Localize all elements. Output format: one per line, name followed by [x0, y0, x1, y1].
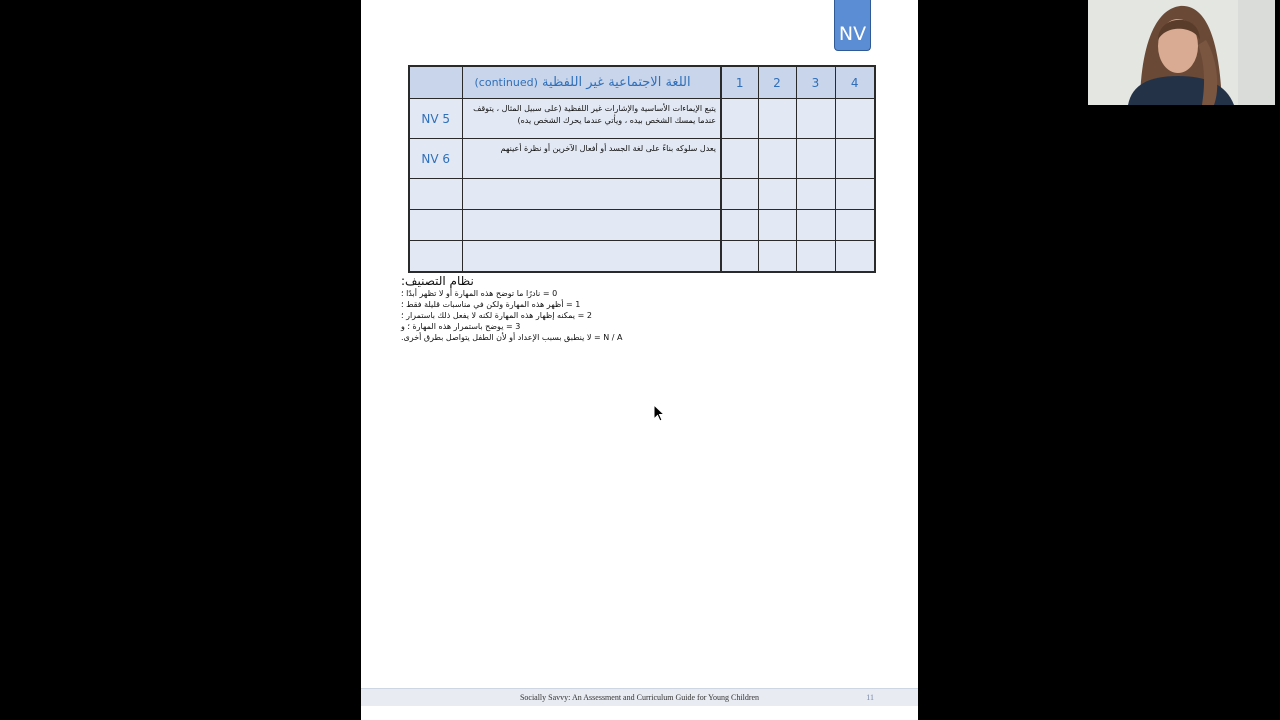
- empty-cell[interactable]: [721, 210, 758, 241]
- table-header-row: [409, 66, 875, 99]
- skill-description: يعدل سلوكه بناءً على لغة الجسد أو أفعال الآخرين أو نظرة أعينهم: [462, 139, 721, 179]
- empty-cell[interactable]: [835, 241, 875, 273]
- rating-text: يوضح باستمرار هذه المهارة ؛ و: [401, 322, 504, 331]
- table-row: [409, 99, 875, 139]
- presenter-icon: [1088, 0, 1275, 105]
- score-cell[interactable]: [835, 99, 875, 139]
- page-footer: [361, 688, 918, 706]
- rating-text: يمكنه إظهار هذه المهارة لكنه لا يفعل ذلك باستمرار ؛: [401, 311, 576, 320]
- header-continued: (continued): [474, 76, 538, 89]
- mouse-cursor-icon: [653, 404, 665, 422]
- empty-cell[interactable]: [409, 210, 462, 241]
- header-score-1: 1: [721, 66, 758, 99]
- header-score-2: 2: [758, 66, 796, 99]
- score-cell[interactable]: [796, 99, 835, 139]
- empty-cell[interactable]: [721, 179, 758, 210]
- score-cell[interactable]: [721, 99, 758, 139]
- empty-row: [409, 179, 875, 210]
- score-cell[interactable]: [721, 139, 758, 179]
- header-title: اللغة الاجتماعية غير اللفظية: [542, 75, 691, 90]
- rating-title: نظام التصنيف:: [401, 274, 474, 288]
- rating-line: [401, 310, 661, 321]
- document-page: [361, 0, 918, 720]
- empty-cell[interactable]: [758, 179, 796, 210]
- empty-cell[interactable]: [462, 241, 721, 273]
- empty-cell[interactable]: [758, 241, 796, 273]
- score-cell[interactable]: [758, 139, 796, 179]
- header-score-3: 3: [796, 66, 835, 99]
- rating-line: [401, 299, 661, 310]
- rating-text: أظهر هذه المهارة ولكن في مناسبات قليلة فقط ؛: [401, 300, 564, 309]
- page-number: 11: [866, 693, 874, 702]
- footer-title: Socially Savvy: An Assessment and Curriculum Guide for Young Children: [519, 693, 760, 702]
- rating-value: 0 =: [542, 289, 558, 298]
- section-tab-label: NV: [838, 23, 867, 45]
- empty-cell[interactable]: [462, 210, 721, 241]
- empty-cell[interactable]: [796, 210, 835, 241]
- rating-system: [401, 274, 661, 343]
- empty-row: [409, 210, 875, 241]
- assessment-table: [408, 65, 876, 273]
- skill-description: يتبع الإيماءات الأساسية والإشارات غير اللفظية (على سبيل المثال ، يتوقف عندما يمسك الشخص بيده ، ويأتي عندما يحرك الشخص يده): [462, 99, 721, 139]
- rating-line: [401, 321, 661, 332]
- empty-cell[interactable]: [462, 179, 721, 210]
- score-cell[interactable]: [835, 139, 875, 179]
- header-code-cell: [409, 66, 462, 99]
- webcam-video: [1088, 0, 1275, 105]
- header-score-4: 4: [835, 66, 875, 99]
- empty-cell[interactable]: [796, 179, 835, 210]
- score-cell[interactable]: [796, 139, 835, 179]
- table-row: [409, 139, 875, 179]
- rating-value: 2 =: [577, 311, 592, 320]
- empty-cell[interactable]: [796, 241, 835, 273]
- rating-value: 3 =: [505, 322, 521, 331]
- empty-cell[interactable]: [758, 210, 796, 241]
- empty-row: [409, 241, 875, 273]
- rating-value: 1 =: [566, 300, 581, 309]
- empty-cell[interactable]: [721, 241, 758, 273]
- empty-cell[interactable]: [835, 179, 875, 210]
- empty-cell[interactable]: [835, 210, 875, 241]
- skill-code: NV 5: [409, 99, 462, 139]
- empty-cell[interactable]: [409, 179, 462, 210]
- empty-cell[interactable]: [409, 241, 462, 273]
- rating-value: N / A =: [593, 333, 623, 342]
- score-cell[interactable]: [758, 99, 796, 139]
- rating-line: [401, 288, 661, 299]
- rating-line: [401, 332, 661, 343]
- section-tab: [834, 0, 871, 51]
- skill-code: NV 6: [409, 139, 462, 179]
- header-title-cell: [462, 66, 721, 99]
- rating-text: لا ينطبق بسبب الإعداد أو لأن الطفل يتواصل بطرق أخرى.: [401, 333, 592, 342]
- rating-text: نادرًا ما توضح هذه المهارة أو لا تظهر أبدًا ؛: [401, 289, 541, 298]
